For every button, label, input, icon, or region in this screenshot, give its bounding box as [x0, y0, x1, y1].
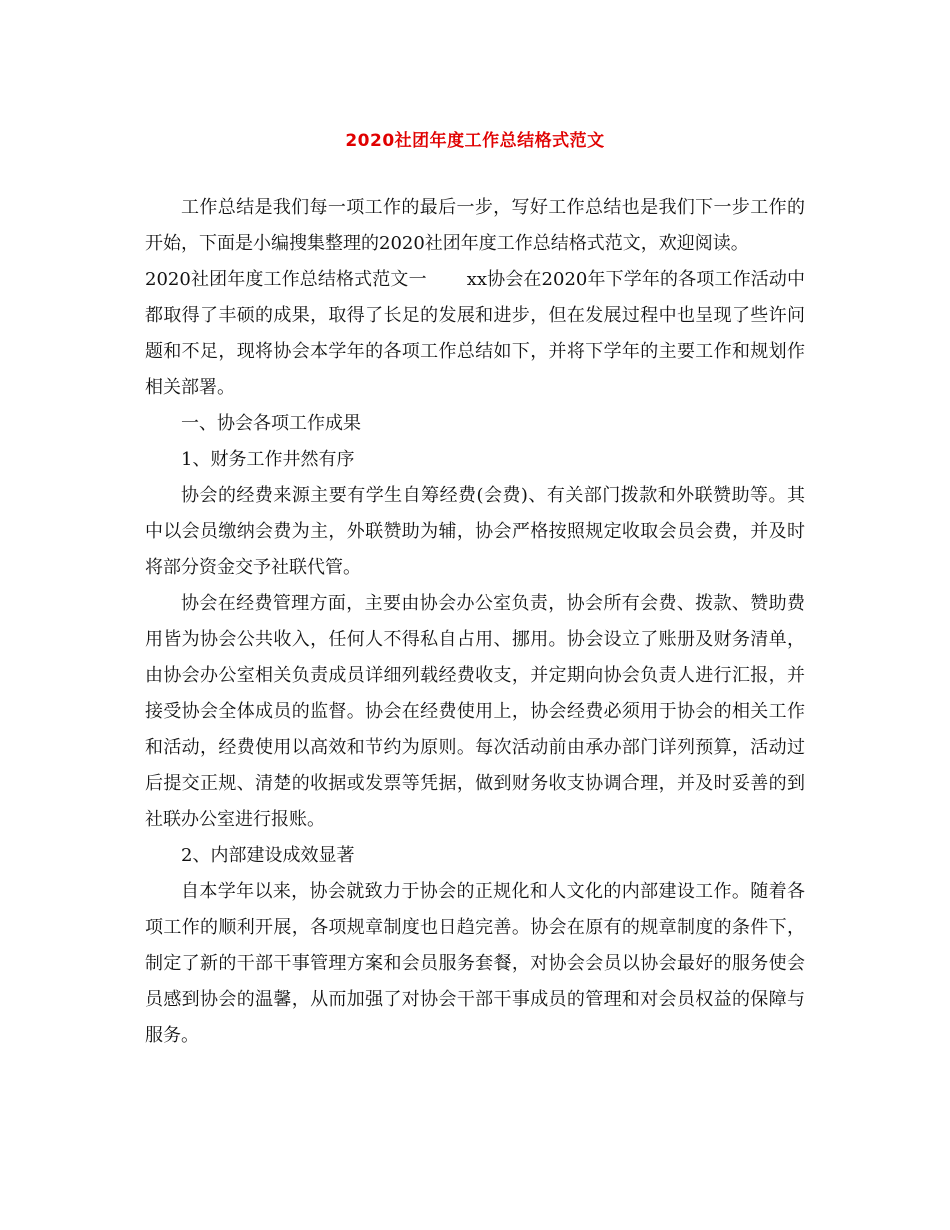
sample-heading: 2020社团年度工作总结格式范文一: [145, 269, 427, 290]
intro-paragraph: [145, 190, 805, 262]
subsection-heading-1: 1、财务工作井然有序: [181, 449, 355, 470]
document-body: [145, 190, 805, 1054]
document-title: 2020社团年度工作总结格式范文: [345, 131, 605, 151]
intro-text: 工作总结是我们每一项工作的最后一步，写好工作总结也是我们下一步工作的开始，下面是小编搜集整理的2020社团年度工作总结格式范文，欢迎阅读。: [145, 197, 805, 254]
paragraph-finance-management: 协会在经费管理方面，主要由协会办公室负责，协会所有会费、拨款、赞助费用皆为协会公共收入，任何人不得私自占用、挪用。协会设立了账册及财务清单，由协会办公室相关负责成员详细列载经费收支，并定期向协会负责人进行汇报，并接受协会全体成员的监督。协会在经费使用上，协会经费必须用于协会的相关工作和活动，经费使用以高效和节约为原则。每次活动前由承办部门详列预算，活动过后提交正规、清楚的收据或发票等凭据，做到财务收支协调合理，并及时妥善的到社联办公室进行报账。: [145, 593, 805, 830]
paragraph-internal-building: 自本学年以来，协会就致力于协会的正规化和人文化的内部建设工作。随着各项工作的顺利开展，各项规章制度也日趋完善。协会在原有的规章制度的条件下，制定了新的干部干事管理方案和会员服务套餐，对协会会员以协会最好的服务使会员感到协会的温馨，从而加强了对协会干部干事成员的管理和对会员权益的保障与服务。: [145, 881, 805, 1046]
subsection-heading-2: 2、内部建设成效显著: [181, 845, 355, 866]
sample-paragraph: [145, 262, 805, 406]
paragraph-finance-sources: 协会的经费来源主要有学生自筹经费(会费)、有关部门拨款和外联赞助等。其中以会员缴纳会费为主，外联赞助为辅，协会严格按照规定收取会员会费，并及时将部分资金交予社联代管。: [145, 485, 805, 578]
sample-intro-text: xx协会在2020年下学年的各项工作活动中都取得了丰硕的成果，取得了长足的发展和进步，但在发展过程中也呈现了些许问题和不足，现将协会本学年的各项工作总结如下，并将下学年的主要工作和规划作相关部署。: [145, 269, 805, 398]
section-heading-1: 一、协会各项工作成果: [181, 413, 361, 434]
